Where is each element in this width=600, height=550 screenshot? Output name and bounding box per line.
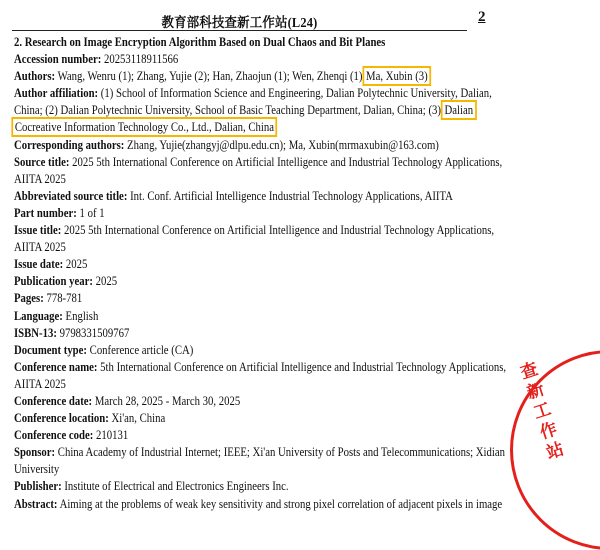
field-label: Publisher: <box>14 479 62 494</box>
field-label: Conference code: <box>14 428 94 443</box>
source-title-line-1 <box>14 154 503 171</box>
field-value: Int. Conf. Artificial Intelligence Industrial Technology Applications, AIITA <box>130 188 453 203</box>
field-label: Pages: <box>14 291 44 306</box>
field-label: Abbreviated source title: <box>14 188 128 203</box>
author-affiliation-line-2 <box>14 102 484 119</box>
field-value: Institute of Electrical and Electronics Engineers Inc. <box>64 479 289 494</box>
field-label: Authors: <box>14 69 56 84</box>
field-value: Conference article (CA) <box>89 342 194 357</box>
field-value: 2025 5th International Conference on Artificial Intelligence and Industrial Technology Applications, <box>72 154 503 169</box>
field-value: 1 of 1 <box>79 205 105 220</box>
highlighted-author: Ma, Xubin (3) <box>366 69 428 84</box>
field-label: Language: <box>14 308 63 323</box>
field-value: March 28, 2025 - March 30, 2025 <box>94 393 241 408</box>
conference-name-line-2: AIITA 2025 <box>14 376 66 391</box>
accession-number <box>14 51 484 68</box>
field-value: Wang, Wenru (1); Zhang, Yujie (2); Han, Zhaojun (1); Wen, Zhenqi (1) <box>57 69 363 84</box>
field-label: Corresponding authors: <box>14 137 125 152</box>
field-label: Issue title: <box>14 223 62 238</box>
field-value: 2025 <box>65 257 88 272</box>
issue-title-line-1 <box>14 222 495 239</box>
field-label: Sponsor: <box>14 445 56 460</box>
record-title: 2. Research on Image Encryption Algorithm Based on Dual Chaos and Bit Planes <box>14 35 386 49</box>
pages <box>14 290 484 307</box>
sponsor-line-1 <box>14 444 505 461</box>
field-value: 778-781 <box>46 291 83 306</box>
highlighted-affiliation-end: Cocreative Information Technology Co., Ltd., Dalian, China <box>14 120 274 135</box>
field-label: Abstract: <box>14 496 58 511</box>
field-value: 2025 5th International Conference on Artificial Intelligence and Industrial Technology Applications, <box>64 223 495 238</box>
publisher <box>14 478 484 495</box>
field-value: 2025 <box>95 274 118 289</box>
author-affiliation-line-3 <box>14 119 484 136</box>
field-label: Part number: <box>14 205 77 220</box>
publication-year <box>14 273 484 290</box>
conference-name-line-1 <box>14 359 507 376</box>
field-value: 9798331509767 <box>59 325 130 340</box>
field-label: Issue date: <box>14 257 64 272</box>
field-label: Conference location: <box>14 411 109 426</box>
field-value: (1) School of Information Science and Engineering, Dalian Polytechnic University, Dalian, <box>100 86 492 101</box>
abstract <box>14 496 503 513</box>
field-value: China; (2) Dalian Polytechnic University, School of Basic Teaching Department, Dalian, China; (3) <box>14 103 441 118</box>
field-label: Source title: <box>14 154 70 169</box>
page-header <box>12 8 467 31</box>
language <box>14 308 484 325</box>
isbn-13 <box>14 325 484 342</box>
field-label: Conference name: <box>14 359 98 374</box>
field-value: 20253118911566 <box>103 52 179 67</box>
field-value: China Academy of Industrial Internet; IEEE; Xi'an University of Posts and Telecommunications; Xidian <box>57 445 505 460</box>
source-title-line-2: AIITA 2025 <box>14 171 66 186</box>
field-value: Xi'an, China <box>111 411 166 426</box>
field-label: ISBN-13: <box>14 325 57 340</box>
sponsor-line-2: University <box>14 462 60 477</box>
abbreviated-source-title <box>14 188 484 205</box>
field-value: Aiming at the problems of weak key sensitivity and strong pixel correlation of adjacent pixels in image <box>59 496 503 511</box>
conference-date <box>14 393 484 410</box>
conference-location <box>14 410 484 427</box>
field-value: Zhang, Yujie(zhangyj@dlpu.edu.cn); Ma, Xubin(mrmaxubin@163.com) <box>127 137 439 152</box>
field-value: 210131 <box>96 428 129 443</box>
official-seal-text: 查新工作站 <box>514 359 566 466</box>
field-value: English <box>65 308 99 323</box>
authors <box>14 68 484 85</box>
field-value: 5th International Conference on Artificial Intelligence and Industrial Technology Applications, <box>100 359 507 374</box>
field-label: Accession number: <box>14 52 102 67</box>
issue-title-line-2: AIITA 2025 <box>14 240 66 255</box>
author-affiliation-line-1 <box>14 85 492 102</box>
field-label: Author affiliation: <box>14 86 99 101</box>
record-body <box>14 34 507 513</box>
header-title: 教育部科技查新工作站(L24) <box>161 15 318 30</box>
conference-code <box>14 427 484 444</box>
field-label: Document type: <box>14 342 87 357</box>
corresponding-authors <box>14 137 484 154</box>
issue-date <box>14 256 484 273</box>
page-number: 2 <box>478 9 486 25</box>
part-number <box>14 205 484 222</box>
document-type <box>14 342 484 359</box>
field-label: Conference date: <box>14 393 93 408</box>
field-label: Publication year: <box>14 274 93 289</box>
highlighted-affiliation-start: Dalian <box>444 103 474 118</box>
